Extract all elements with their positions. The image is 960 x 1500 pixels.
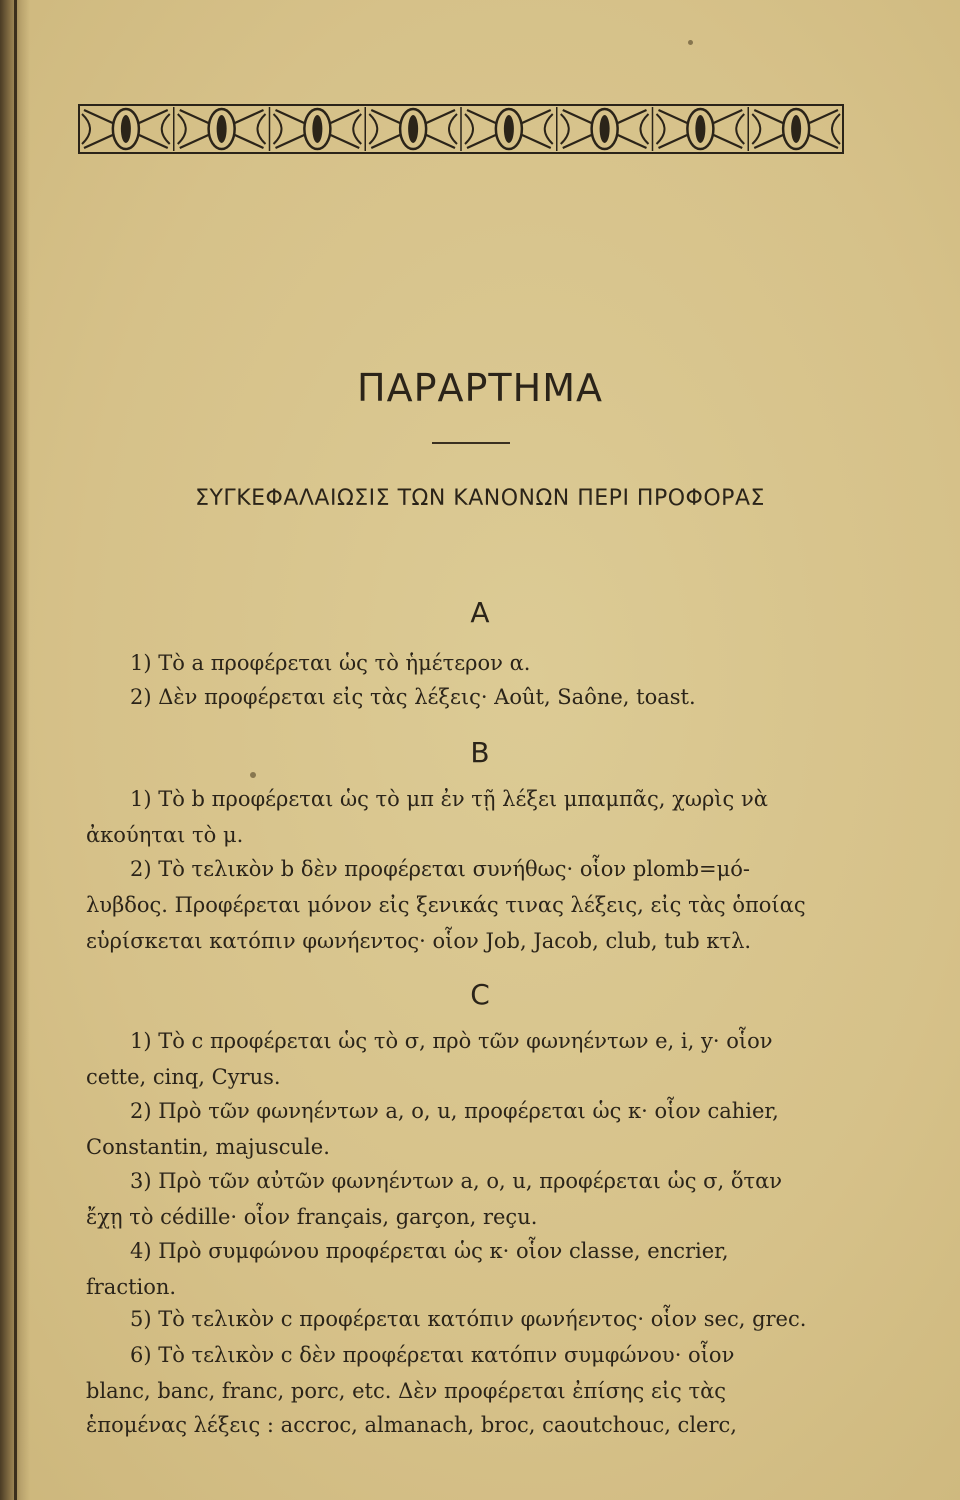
paper-speck: [250, 772, 256, 778]
section-b-line-1: 1) Τὸ b προφέρεται ὡς τὸ μπ ἐν τῇ λέξει μπαμπᾶς, χωρὶς νὰ: [130, 787, 768, 811]
section-c-line-3: 2) Πρὸ τῶν φωνηέντων a, o, u, προφέρεται ὡς κ· οἷον cahier,: [130, 1099, 779, 1123]
decorative-header-ornament: [78, 104, 844, 154]
section-b-line-2: ἀκούηται τὸ μ.: [86, 823, 244, 847]
section-b-line-4: λυβδος. Προφέρεται μόνον εἰς ξενικάς τινας λέξεις, εἰς τὰς ὁποίας: [86, 893, 806, 917]
section-letter-c: C: [470, 978, 490, 1011]
section-b-line-5: εὑρίσκεται κατόπιν φωνήεντος· οἷον Job, Jacob, club, tub κτλ.: [86, 929, 752, 953]
section-c-line-11: blanc, banc, franc, porc, etc. Δὲν προφέρεται ἐπίσης εἰς τὰς: [86, 1379, 727, 1403]
section-letter-a: A: [470, 596, 490, 629]
section-c-line-1: 1) Τὸ c προφέρεται ὡς τὸ σ, πρὸ τῶν φωνηέντων e, i, y· οἷον: [130, 1029, 773, 1053]
section-letter-b: B: [470, 736, 490, 769]
section-c-line-8: fraction.: [86, 1275, 177, 1299]
section-c-line-12: ἑπομένας λέξεις : accroc, almanach, broc, caoutchouc, clerc,: [86, 1413, 737, 1437]
page-subtitle: ΣΥΓΚΕΦΑΛΑΙΩΣΙΣ ΤΩΝ ΚΑΝΟΝΩΝ ΠΕΡΙ ΠΡΟΦΟΡΑΣ: [195, 486, 765, 511]
page-title: ΠΑΡΑΡΤΗΜΑ: [357, 366, 603, 410]
section-c-line-10: 6) Τὸ τελικὸν c δὲν προφέρεται κατόπιν συμφώνου· οἷον: [130, 1343, 735, 1367]
paper-speck: [688, 40, 693, 45]
section-c-line-5: 3) Πρὸ τῶν αὐτῶν φωνηέντων a, o, u, προφέρεται ὡς σ, ὅταν: [130, 1169, 783, 1193]
section-c-line-6: ἔχῃ τὸ cédille· οἷον français, garçon, reçu.: [86, 1205, 538, 1229]
section-a-line-1: 1) Τὸ a προφέρεται ὡς τὸ ἡμέτερον α.: [130, 651, 531, 675]
section-b-line-3: 2) Τὸ τελικὸν b δὲν προφέρεται συνήθως· οἷον plomb=μό-: [130, 857, 751, 881]
section-c-line-2: cette, cinq, Cyrus.: [86, 1065, 281, 1089]
section-c-line-4: Constantin, majuscule.: [86, 1135, 330, 1159]
title-divider-rule: [432, 442, 510, 444]
section-a-line-2: 2) Δὲν προφέρεται εἰς τὰς λέξεις· Août, Saône, toast.: [130, 685, 696, 709]
section-c-line-9: 5) Τὸ τελικὸν c προφέρεται κατόπιν φωνήεντος· οἷον sec, grec.: [130, 1307, 807, 1331]
section-c-line-7: 4) Πρὸ συμφώνου προφέρεται ὡς κ· οἷον classe, encrier,: [130, 1239, 729, 1263]
